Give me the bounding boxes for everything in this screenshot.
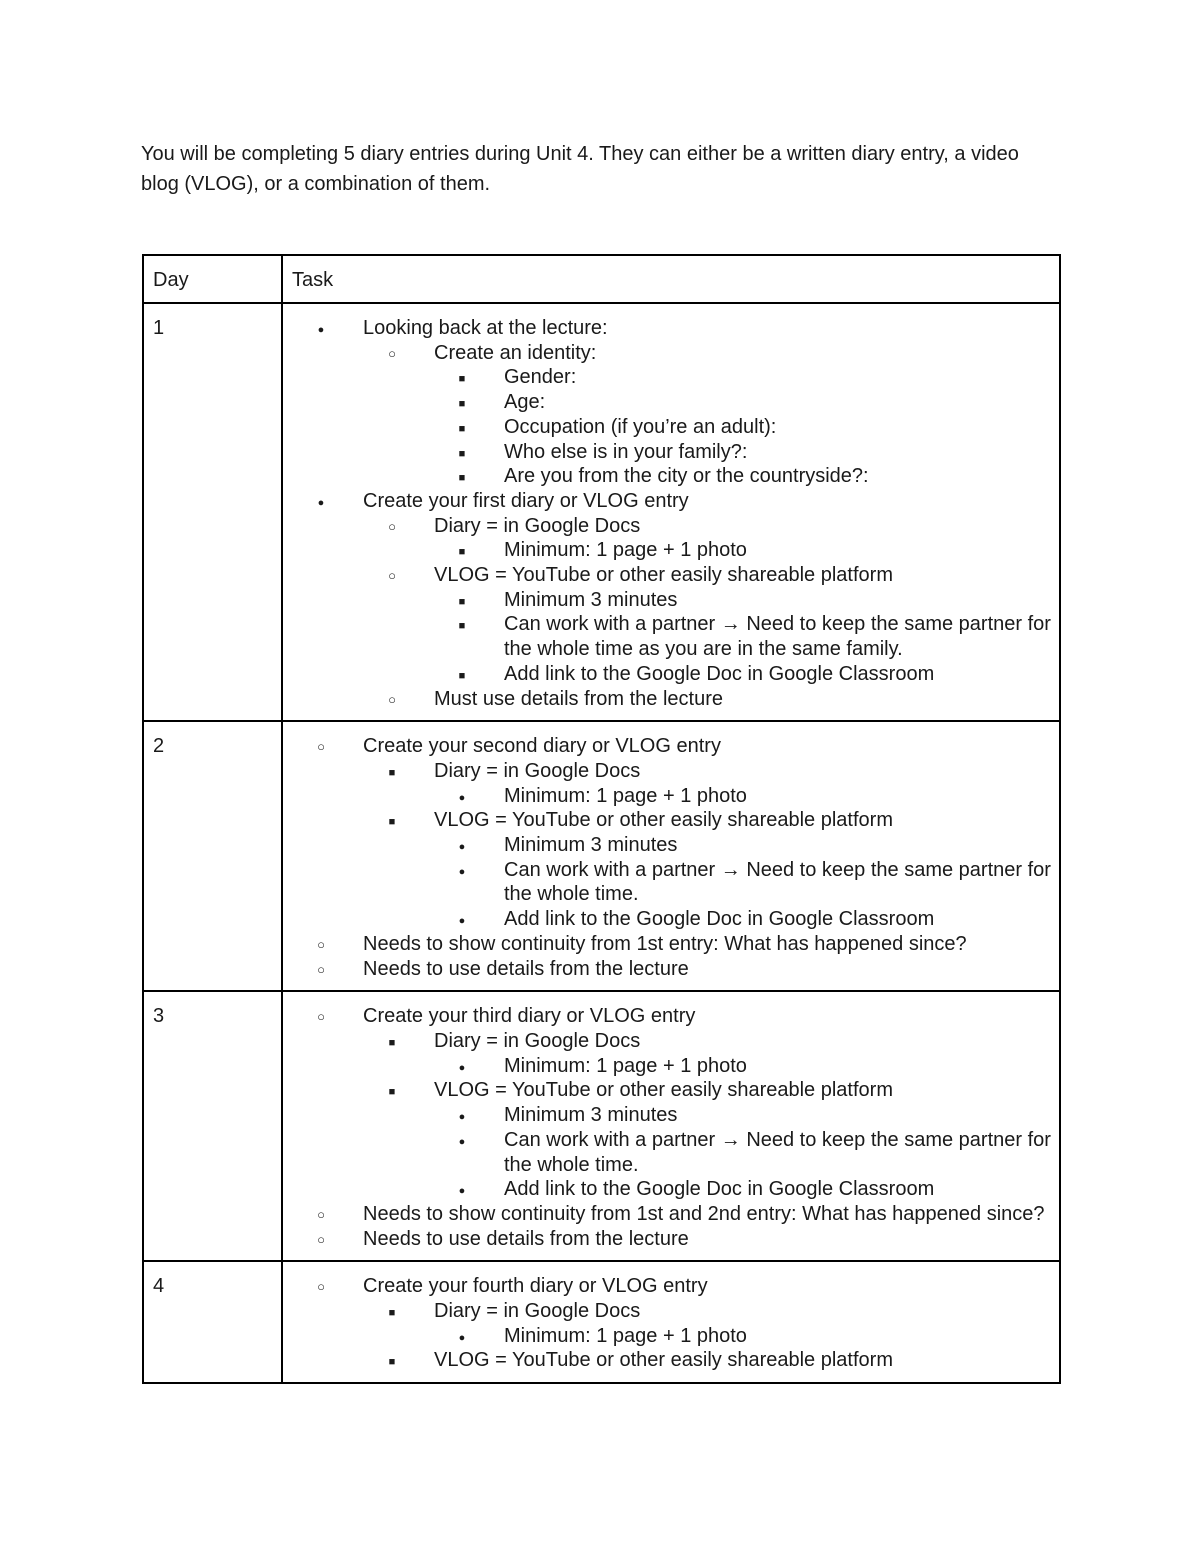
intro-paragraph: You will be completing 5 diary entries during Unit 4. They can either be a written diary entry, a video blog (VLOG), or a combination of them. <box>141 143 1019 195</box>
list-item <box>283 932 1051 957</box>
list-item <box>283 1202 1051 1227</box>
list-item-text: Needs to use details from the lecture <box>363 1227 689 1250</box>
day-cell <box>143 991 282 1261</box>
table-row <box>143 721 1060 991</box>
table-header-row <box>143 255 1060 303</box>
square-bullet-icon <box>452 538 472 565</box>
list-item <box>283 415 1051 440</box>
list-item <box>283 514 1051 539</box>
day-column-header <box>143 255 282 303</box>
disc-bullet-icon <box>311 316 331 343</box>
list-item <box>283 538 1051 563</box>
list-item-text: VLOG = YouTube or other easily shareable platform <box>434 1079 893 1102</box>
list-item <box>283 662 1051 687</box>
disc-bullet-icon <box>452 1128 472 1155</box>
list-item-text: Add link to the Google Doc in Google Classroom <box>504 1178 935 1201</box>
list-item-text: Needs to show continuity from 1st entry: What has happened since? <box>363 932 967 955</box>
circle-bullet-icon <box>311 957 331 983</box>
list-item-text: Create your first diary or VLOG entry <box>363 489 689 512</box>
list-item-text: Minimum 3 minutes <box>504 834 678 857</box>
day-header-label: Day <box>153 269 189 291</box>
list-item-text: Create an identity: <box>434 341 597 364</box>
day-number: 1 <box>153 317 165 339</box>
list-item-text: VLOG = YouTube or other easily shareable platform <box>434 809 893 832</box>
table-row <box>143 303 1060 721</box>
task-cell <box>282 1261 1060 1383</box>
circle-bullet-icon <box>382 341 402 367</box>
list-item <box>283 390 1051 415</box>
list-item <box>283 759 1051 784</box>
day-number: 2 <box>153 735 165 758</box>
list-item <box>283 1274 1051 1299</box>
list-item <box>283 440 1051 465</box>
square-bullet-icon <box>452 464 472 491</box>
list-item <box>283 808 1051 833</box>
list-item <box>283 1299 1051 1324</box>
task-header-label: Task <box>292 269 334 291</box>
disc-bullet-icon <box>452 1103 472 1130</box>
square-bullet-icon <box>382 1078 402 1105</box>
list-item-text: Create your fourth diary or VLOG entry <box>363 1275 708 1298</box>
square-bullet-icon <box>382 808 402 835</box>
list-item <box>283 858 1051 907</box>
day-cell <box>143 721 282 991</box>
table-row <box>143 991 1060 1261</box>
square-bullet-icon <box>382 759 402 786</box>
table-body <box>143 303 1060 1383</box>
disc-bullet-icon <box>452 1054 472 1081</box>
list-item <box>283 1177 1051 1202</box>
circle-bullet-icon <box>311 1274 331 1300</box>
list-item-text: Can work with a partner → Need to keep the same partner for the whole time. <box>504 858 1051 906</box>
list-item <box>283 957 1051 982</box>
square-bullet-icon <box>452 662 472 689</box>
list-item-text: Must use details from the lecture <box>434 687 724 710</box>
disc-bullet-icon <box>311 489 331 516</box>
task-column-header <box>282 255 1060 303</box>
list-item-text: Are you from the city or the countryside?: <box>504 465 869 488</box>
list-item-text: Add link to the Google Doc in Google Classroom <box>504 662 935 685</box>
list-item-text: Age: <box>504 391 546 414</box>
disc-bullet-icon <box>452 858 472 885</box>
list-item-text: VLOG = YouTube or other easily shareable platform <box>434 1349 893 1372</box>
list-item-text: Minimum: 1 page + 1 photo <box>504 1324 747 1347</box>
list-item-text: Minimum 3 minutes <box>504 1104 678 1127</box>
circle-bullet-icon <box>311 1227 331 1253</box>
square-bullet-icon <box>382 1299 402 1326</box>
list-item <box>283 489 1051 514</box>
square-bullet-icon <box>452 440 472 467</box>
square-bullet-icon <box>382 1029 402 1056</box>
list-item-text: Gender: <box>504 366 577 389</box>
list-item-text: VLOG = YouTube or other easily shareable platform <box>434 564 893 587</box>
square-bullet-icon <box>452 365 472 392</box>
list-item-text: Diary = in Google Docs <box>434 1300 641 1323</box>
day-cell <box>143 1261 282 1383</box>
list-item <box>283 1128 1051 1177</box>
day-cell <box>143 303 282 721</box>
task-list <box>283 992 1059 1260</box>
list-item-text: Minimum 3 minutes <box>504 588 678 611</box>
list-item <box>283 1227 1051 1252</box>
list-item <box>283 734 1051 759</box>
list-item-text: Looking back at the lecture: <box>363 317 608 339</box>
list-item-text: Minimum: 1 page + 1 photo <box>504 1054 747 1077</box>
list-item-text: Diary = in Google Docs <box>434 514 641 537</box>
list-item <box>283 907 1051 932</box>
task-list <box>283 722 1059 990</box>
list-item-text: Can work with a partner → Need to keep the same partner for the whole time as you are in the same family. <box>504 613 1051 661</box>
list-item-text: Create your second diary or VLOG entry <box>363 735 721 758</box>
task-cell <box>282 991 1060 1261</box>
square-bullet-icon <box>452 415 472 442</box>
list-item <box>283 588 1051 613</box>
list-item-text: Diary = in Google Docs <box>434 759 641 782</box>
circle-bullet-icon <box>311 734 331 760</box>
list-item <box>283 612 1051 661</box>
square-bullet-icon <box>452 390 472 417</box>
circle-bullet-icon <box>382 687 402 713</box>
list-item <box>283 1054 1051 1079</box>
disc-bullet-icon <box>452 784 472 811</box>
day-number: 3 <box>153 1005 165 1028</box>
task-cell <box>282 721 1060 991</box>
list-item-text: Needs to show continuity from 1st and 2nd entry: What has happened since? <box>363 1202 1045 1225</box>
list-item <box>283 1103 1051 1128</box>
table-row <box>143 1261 1060 1383</box>
list-item <box>283 687 1051 712</box>
day-number: 4 <box>153 1275 165 1298</box>
disc-bullet-icon <box>452 907 472 934</box>
square-bullet-icon <box>452 588 472 615</box>
list-item <box>283 1078 1051 1103</box>
circle-bullet-icon <box>382 563 402 589</box>
disc-bullet-icon <box>452 833 472 860</box>
list-item <box>283 341 1051 366</box>
list-item <box>283 563 1051 588</box>
list-item-text: Who else is in your family?: <box>504 440 748 463</box>
circle-bullet-icon <box>311 932 331 958</box>
square-bullet-icon <box>452 612 472 639</box>
task-cell <box>282 303 1060 721</box>
list-item-text: Add link to the Google Doc in Google Classroom <box>504 908 935 931</box>
circle-bullet-icon <box>311 1004 331 1030</box>
list-item <box>283 784 1051 809</box>
list-item-text: Occupation (if you’re an adult): <box>504 415 777 438</box>
list-item <box>283 1348 1051 1373</box>
list-item <box>283 316 1051 341</box>
list-item-text: Diary = in Google Docs <box>434 1029 641 1052</box>
square-bullet-icon <box>382 1348 402 1375</box>
diary-task-table <box>142 254 1061 1384</box>
list-item <box>283 464 1051 489</box>
circle-bullet-icon <box>311 1202 331 1228</box>
list-item <box>283 833 1051 858</box>
circle-bullet-icon <box>382 514 402 540</box>
list-item <box>283 1029 1051 1054</box>
task-list <box>283 1262 1059 1382</box>
task-list <box>283 304 1059 720</box>
list-item <box>283 1004 1051 1029</box>
list-item-text: Needs to use details from the lecture <box>363 957 689 980</box>
disc-bullet-icon <box>452 1324 472 1351</box>
list-item <box>283 365 1051 390</box>
list-item-text: Can work with a partner → Need to keep the same partner for the whole time. <box>504 1128 1051 1176</box>
list-item-text: Minimum: 1 page + 1 photo <box>504 539 747 562</box>
list-item-text: Create your third diary or VLOG entry <box>363 1005 696 1028</box>
list-item-text: Minimum: 1 page + 1 photo <box>504 784 747 807</box>
list-item <box>283 1324 1051 1349</box>
disc-bullet-icon <box>452 1177 472 1204</box>
